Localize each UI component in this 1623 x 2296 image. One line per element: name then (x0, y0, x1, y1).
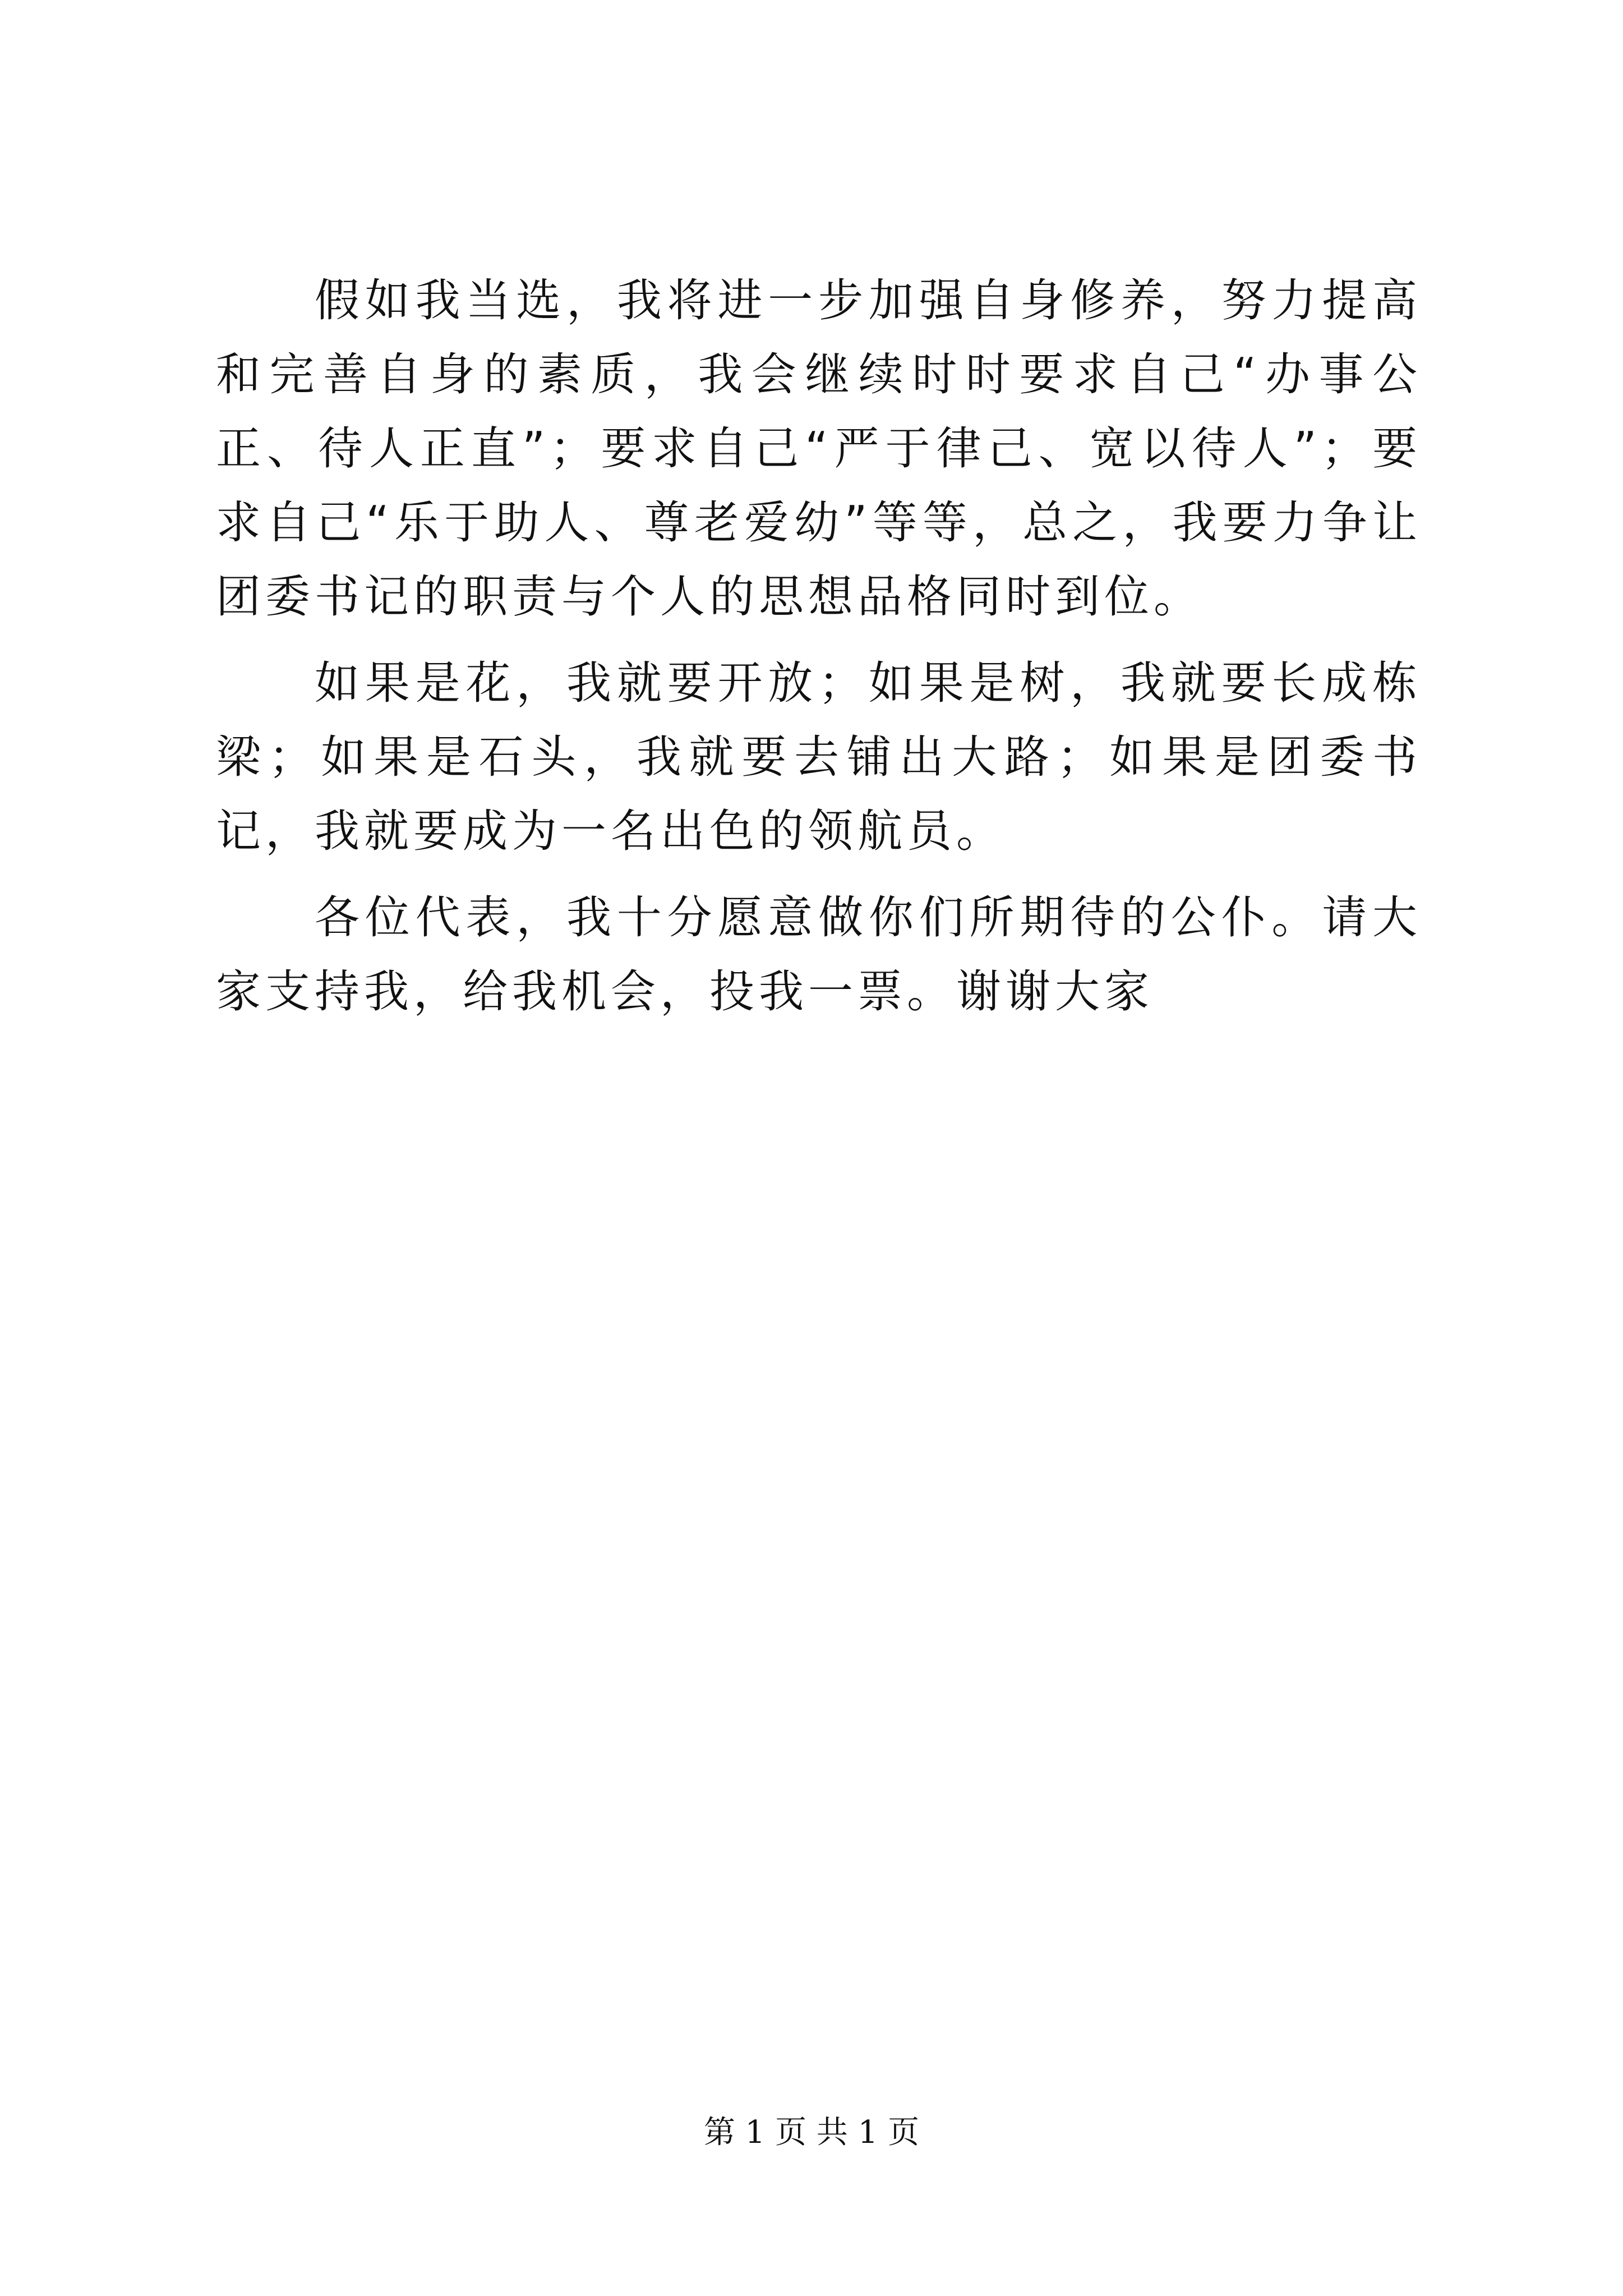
document-body (216, 264, 1422, 1041)
paragraph-3: 各位代表，我十分愿意做你们所期待的公仆。请大家支持我，给我机会，投我一票。谢谢大家 (216, 891, 1422, 1018)
page-footer: 第 1 页 共 1 页 (703, 2114, 920, 2151)
paragraph-2: 如果是花，我就要开放；如果是树，我就要长成栋梁；如果是石头，我就要去铺出大路；如果是团委书记，我就要成为一名出色的领航员。 (216, 657, 1422, 857)
paragraph-1: 假如我当选，我将进一步加强自身修养，努力提高和完善自身的素质，我会继续时时要求自己“办事公正、待人正直”；要求自己“严于律己、宽以待人”；要求自己“乐于助人、尊老爱幼”等等，总之，我要力争让团委书记的职责与个人的思想品格同时到位。 (216, 274, 1422, 623)
